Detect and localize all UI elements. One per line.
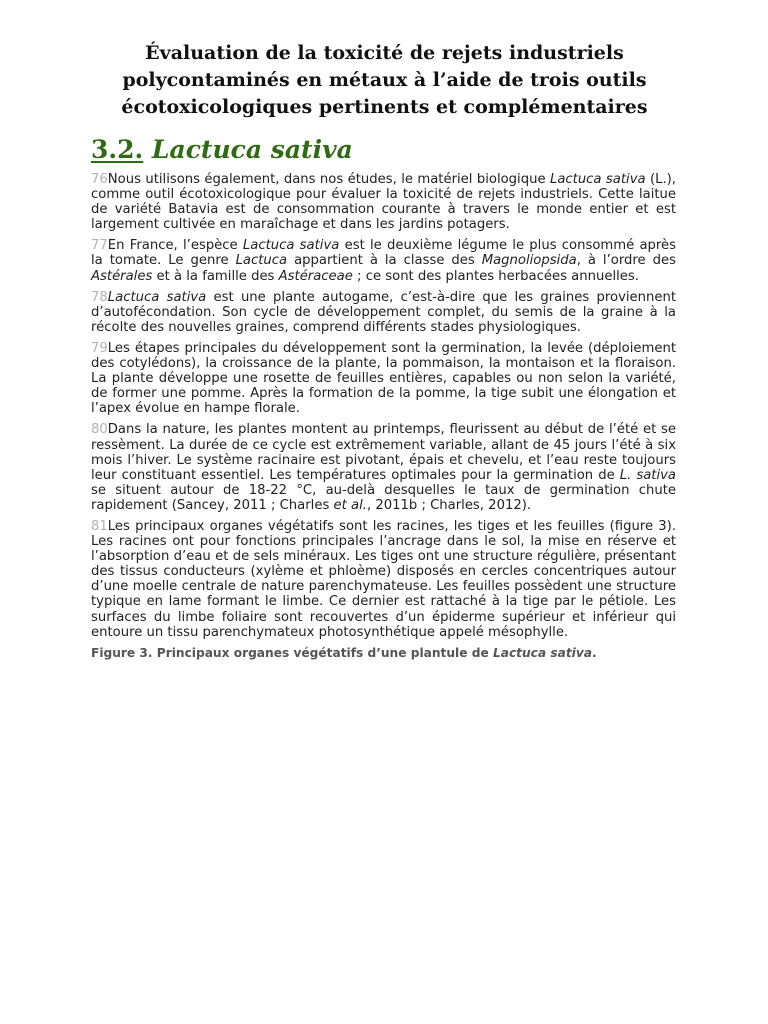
italic-term: et al. (333, 497, 367, 513)
paragraph-number: 76 (91, 172, 108, 187)
text-run: ; ce sont des plantes herbacées annuelles. (352, 268, 639, 284)
title-line: écotoxicologiques pertinents et complémentaires (121, 96, 648, 118)
text-run: est une plante autogame, c’est-à-dire que les graines proviennent d’autofécondation. Son cycle de développement complet, du semis de la graine à la récolte des nouvelles graines, comprend différents stades physiologiques. (91, 289, 677, 335)
italic-term: Magnoliopsida (481, 253, 577, 269)
text-run: et à la famille des (152, 268, 279, 284)
text-run: Les étapes principales du développement sont la germination, la levée (déploiement des cotylédons), la croissance de la plante, la pommaison, la montaison et la floraison. La plante développe une rosette de feuilles entières, capables ou non selon la variété, de former une pomme. Après la formation de la pomme, la tige subit une élongation et l’apex évolue en hampe florale. (91, 340, 676, 417)
text-run: se situent autour de 18-22 °C, au-delà desquelles le taux de germination chute rapidement (Sancey, 2011 ; Charles (91, 482, 676, 513)
text-run: Dans la nature, les plantes montent au printemps, fleurissent au début de l’été et se ressèment. La durée de ce cycle est extrêmement variable, allant de 45 jours l’été à six mois l’hiver. Le système racinaire est pivotant, épais et chevelu, et l’eau reste toujours leur constituant essentiel. Les températures optimales pour la germination de (91, 422, 676, 483)
paragraph-number: 79 (91, 340, 108, 356)
text-run: Nous utilisons également, dans nos études, le matériel biologique (107, 172, 550, 187)
paragraph (91, 172, 676, 232)
paragraph (91, 341, 676, 416)
text-run: Figure 3. Principaux organes végétatifs d’une plantule de (91, 645, 493, 660)
paragraph-number: 80 (91, 422, 108, 438)
section-name: Lactuca sativa (151, 135, 353, 164)
section-heading (91, 135, 676, 165)
text-run: est le deuxième légume le plus consommé après la tomate. Le genre (91, 238, 677, 269)
body-text (91, 172, 676, 640)
italic-term: Lactuca sativa (549, 172, 646, 187)
section-number: 3.2. (91, 135, 144, 164)
paragraph (91, 238, 676, 283)
title-line: Évaluation de la toxicité de rejets industriels (145, 42, 624, 64)
text-run: appartient à la classe des (287, 253, 482, 269)
text-run: En France, l’espèce (107, 238, 243, 254)
italic-term: Lactuca sativa (492, 645, 593, 660)
italic-term: L. sativa (619, 467, 677, 483)
figure-caption (91, 646, 676, 661)
italic-term: Astérales (91, 268, 153, 284)
paragraph-number: 77 (91, 238, 108, 254)
italic-term: Astéraceae (278, 268, 353, 284)
title-line: polycontaminés en métaux à l’aide de trois outils (122, 69, 647, 91)
paragraph (91, 519, 676, 640)
paragraph-number: 81 (91, 518, 108, 534)
document-title (91, 40, 676, 121)
paragraph (91, 290, 676, 335)
paragraph (91, 422, 676, 513)
text-run: , 2011b ; Charles, 2012). (366, 497, 532, 513)
document-page (91, 40, 676, 661)
text-run: . (592, 645, 597, 660)
text-run: , à l’ordre des (576, 253, 676, 269)
italic-term: Lactuca sativa (107, 289, 207, 305)
text-run: (L.), comme outil écotoxicologique pour évaluer la toxicité de rejets industriels. Cette laitue de variété Batavia est de consommation courante à travers le monde entier et est largement cultivée en maraîchage et dans les jardins potagers. (91, 172, 676, 233)
italic-term: Lactuca (235, 253, 288, 269)
italic-term: Lactuca sativa (242, 238, 340, 254)
paragraph-number: 78 (91, 289, 108, 305)
text-run: Les principaux organes végétatifs sont les racines, les tiges et les feuilles (figure 3). Les racines ont pour fonctions principales l’ancrage dans le sol, la mise en réserve et l’absorption d’eau et de sels minéraux. Les tiges ont une structure régulière, présentant des tissus conducteurs (xylème et phloème) disposés en cercles concentriques autour d’une moelle centrale de nature parenchymateuse. Les feuilles possèdent une structure typique en lame formant le limbe. Ce dernier est rattaché à la tige par le pétiole. Les surfaces du limbe foliaire sont recouvertes d’un épiderme supérieur et inférieur qui entoure un tissu parenchymateux photosynthétique appelé mésophylle. (91, 518, 676, 640)
